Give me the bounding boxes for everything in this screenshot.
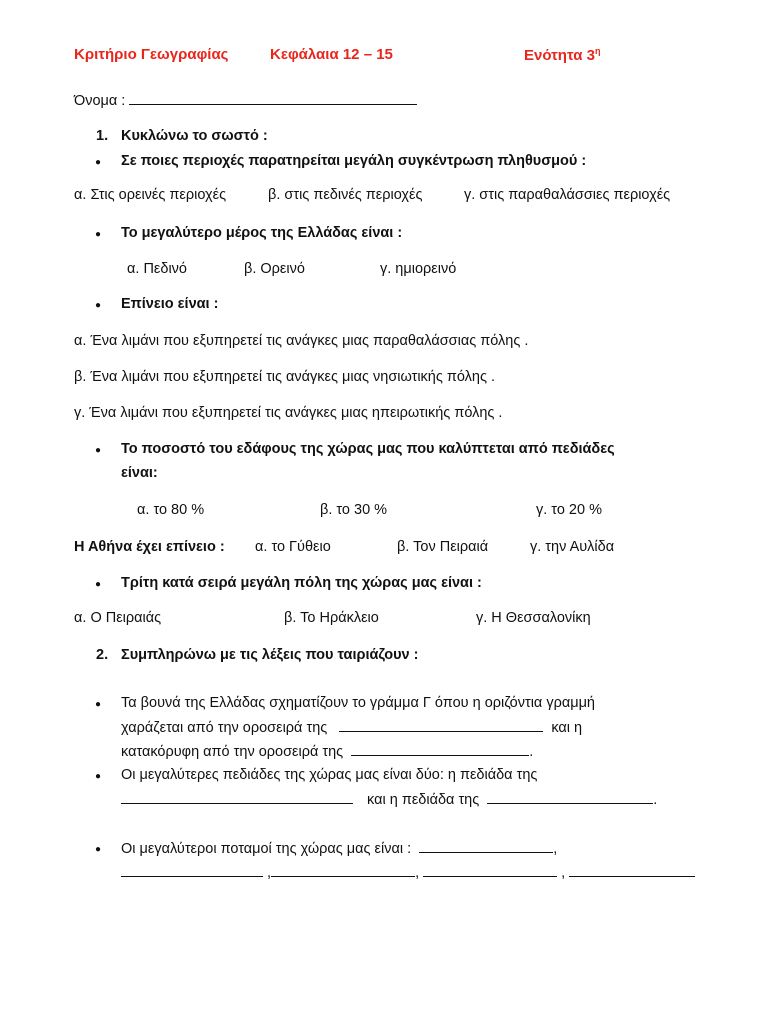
athens-option-b[interactable]: β. Τον Πειραιά: [397, 539, 489, 555]
q2-f2-line2-end: .: [653, 792, 658, 808]
blank-vertical-range[interactable]: [351, 743, 529, 756]
q1-b2-option-b[interactable]: β. Ορεινό: [244, 261, 305, 277]
q1-b5-option-c[interactable]: γ. Η Θεσσαλονίκη: [476, 610, 591, 626]
q1-b1-option-a[interactable]: α. Στις ορεινές περιοχές: [74, 187, 227, 203]
blank-river-1[interactable]: [419, 840, 553, 853]
q1-b2-question: ● Το μεγαλύτερο μέρος της Ελλάδας είναι :: [121, 225, 402, 241]
q1-title: Κυκλώνω το σωστό :: [121, 128, 268, 144]
q1-b4-question-line1: ● Το ποσοστό του εδάφους της χώρας μας που καλύπτεται από πεδιάδες: [121, 441, 615, 457]
blank-plain-2[interactable]: [487, 791, 653, 804]
q1-b1-option-b[interactable]: β. στις πεδινές περιοχές: [268, 187, 423, 203]
q2-f1-line3-end: .: [529, 744, 534, 760]
subject-title: Κριτήριο Γεωγραφίας: [74, 46, 229, 63]
q1-b4-option-c[interactable]: γ. το 20 %: [536, 502, 602, 518]
q1-b3-question: ● Επίνειο είναι :: [121, 296, 218, 312]
name-row: [74, 92, 417, 109]
q2-f2-line2: [121, 791, 657, 808]
q1-b3-option-c[interactable]: γ. Ένα λιμάνι που εξυπηρετεί τις ανάγκες μιας ηπειρωτικής πόλης .: [74, 405, 503, 421]
q2-f1-line1: ● Τα βουνά της Ελλάδας σχηματίζουν το γράμμα Γ όπου η οριζόντια γραμμή: [121, 695, 595, 711]
blank-river-3[interactable]: [271, 864, 415, 877]
q2-f1-line2-end: και η: [551, 720, 583, 736]
unit-superscript: η: [594, 46, 601, 56]
comma-4: ,: [561, 865, 566, 881]
q2-f1-line2: [121, 719, 582, 736]
comma-2: ,: [267, 865, 272, 881]
q1-b3-option-a[interactable]: α. Ένα λιμάνι που εξυπηρετεί τις ανάγκες μιας παραθαλάσσιας πόλης .: [74, 333, 529, 349]
q1-b5-option-a[interactable]: α. Ο Πειραιάς: [74, 610, 162, 626]
blank-plain-1[interactable]: [121, 791, 353, 804]
q2-f3-line2: [121, 864, 695, 881]
blank-river-5[interactable]: [569, 864, 695, 877]
q2-f3-line1: [121, 840, 557, 857]
q2-f2-line2-text: και η πεδιάδα της: [367, 792, 480, 808]
q2-f2-line1: ● Οι μεγαλύτερες πεδιάδες της χώρας μας είναι δύο: η πεδιάδα της: [121, 767, 537, 783]
q2-title: Συμπληρώνω με τις λέξεις που ταιριάζουν :: [121, 647, 419, 663]
blank-horizontal-range[interactable]: [339, 719, 543, 732]
q1-b4-option-a[interactable]: α. το 80 %: [137, 502, 205, 518]
q1-b4-question-line2: είναι:: [121, 465, 158, 481]
comma-1: ,: [553, 841, 558, 857]
q2-f1-line2-text: χαράζεται από την οροσειρά της: [121, 720, 328, 736]
q1-b5-option-b[interactable]: β. Το Ηράκλειο: [284, 610, 379, 626]
unit-title: [524, 46, 600, 64]
q2-f3-line1-text: Οι μεγαλύτεροι ποταμοί της χώρας μας είναι :: [121, 841, 412, 857]
q1-b5-question: ● Τρίτη κατά σειρά μεγάλη πόλη της χώρας μας είναι :: [121, 575, 482, 591]
q1-b1-option-c[interactable]: γ. στις παραθαλάσσιες περιοχές: [464, 187, 671, 203]
name-field[interactable]: [129, 92, 417, 105]
comma-3: ,: [415, 865, 420, 881]
athens-option-c[interactable]: γ. την Αυλίδα: [530, 539, 615, 555]
unit-text: Ενότητα 3: [524, 47, 595, 64]
athens-label: Η Αθήνα έχει επίνειο :: [74, 539, 225, 555]
blank-river-4[interactable]: [423, 864, 557, 877]
q1-b4-option-b[interactable]: β. το 30 %: [320, 502, 388, 518]
q2-f1-line3: [121, 743, 533, 760]
chapters-title: Κεφάλαια 12 – 15: [270, 46, 393, 63]
q2-number: 2.: [96, 647, 109, 663]
athens-option-a[interactable]: α. το Γύθειο: [255, 539, 331, 555]
q1-b2-option-a[interactable]: α. Πεδινό: [127, 261, 187, 277]
q1-b3-option-b[interactable]: β. Ένα λιμάνι που εξυπηρετεί τις ανάγκες μιας νησιωτικής πόλης .: [74, 369, 496, 385]
name-label: Όνομα :: [74, 93, 126, 109]
q1-b1-question: ● Σε ποιες περιοχές παρατηρείται μεγάλη συγκέντρωση πληθυσμού :: [121, 153, 586, 169]
q2-f1-line3-text: κατακόρυφη από την οροσειρά της: [121, 744, 344, 760]
q1-b2-option-c[interactable]: γ. ημιορεινό: [380, 261, 457, 277]
q1-number: 1.: [96, 128, 109, 144]
blank-river-2[interactable]: [121, 864, 263, 877]
